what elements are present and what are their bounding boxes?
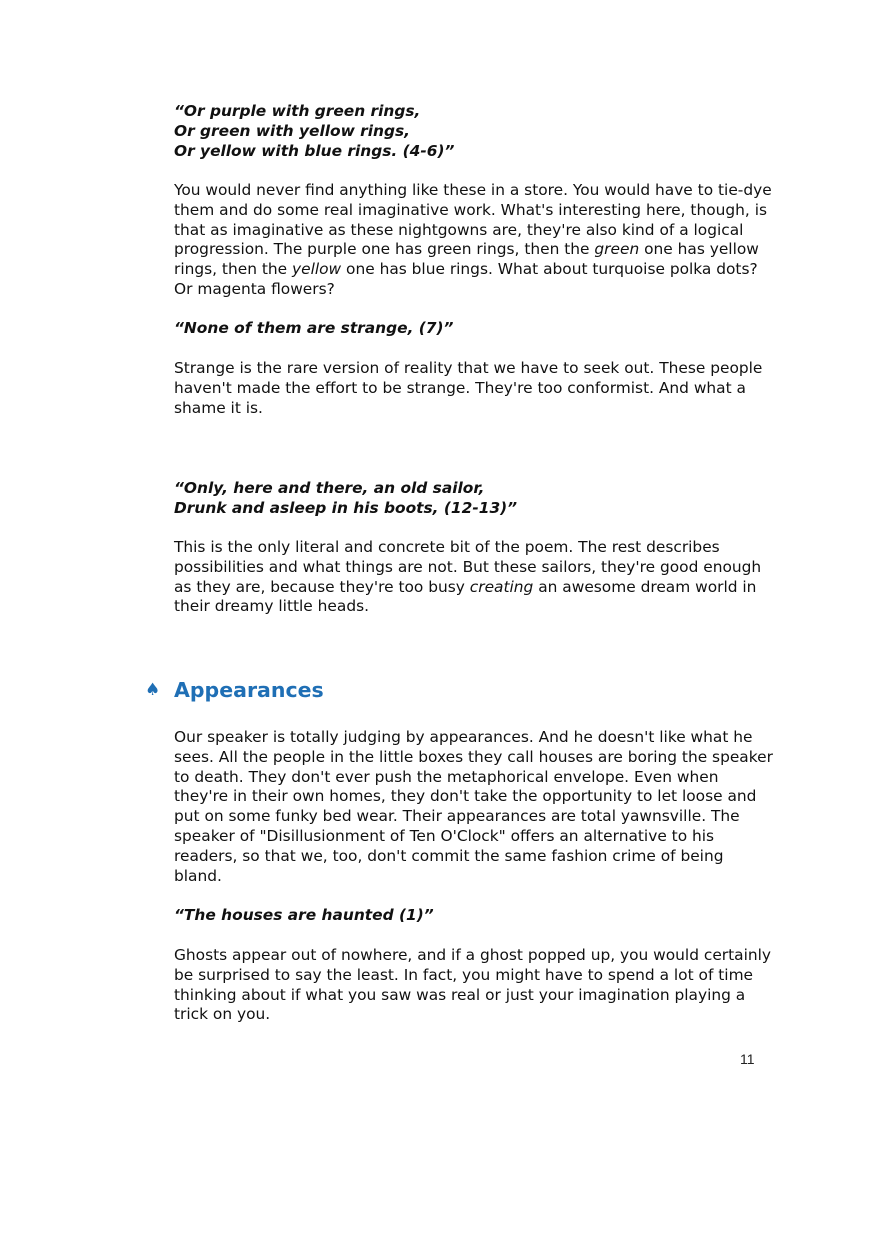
- paragraph-text: an awesome dream world in their dreamy little heads.: [174, 577, 757, 616]
- quote-line: “Only, here and there, an old sailor,: [174, 479, 485, 497]
- paragraph-text: one has yellow rings, then the: [174, 240, 759, 279]
- paragraph-sailors: [174, 538, 774, 617]
- quote-line: Drunk and asleep in his boots, (12-13)”: [174, 498, 518, 517]
- paragraph-ghosts: [174, 946, 774, 1025]
- paragraph-text: This is the only literal and concrete bit of the poem. The rest describes possibilities and what things are not. But these sailors, they're good enough as they are, because they're too busy: [174, 538, 762, 596]
- paragraph-nightgowns: [174, 181, 774, 300]
- page-number: 11: [740, 1051, 755, 1067]
- paragraph-text: Our speaker is totally judging by appearances. And he doesn't like what he sees. All the people in the little boxes they call houses are boring the speaker to death. They don't ever push the metaphorical envelope. Even when they're in their own homes, they don't take the opportunity to let loose and put on some funky bed wear. Their appearances are total yawnsville. The speaker of "Disillusionment of Ten O'Clock" offers an alternative to his readers, so that we, too, don't commit the same fashion crime of being bland.: [174, 728, 773, 885]
- paragraph-text: Ghosts appear out of nowhere, and if a ghost popped up, you would certainly be surprised to say the least. In fact, you might have to spend a lot of time thinking about if what you saw was real or just your imagination playing a trick on you.: [174, 946, 772, 1024]
- quote-line: “Or purple with green rings,: [174, 102, 421, 120]
- paragraph-italic: creating: [469, 577, 534, 596]
- paragraph-appearances: [174, 728, 774, 886]
- paragraph-italic: yellow: [292, 260, 342, 279]
- quote-line: Or green with yellow rings,: [174, 121, 411, 140]
- paragraph-text: Strange is the rare version of reality that we have to seek out. These people haven't made the effort to be strange. They're too conformist. And what a shame it is.: [174, 359, 763, 417]
- quote-houses-haunted: [174, 906, 774, 926]
- quote-line: “None of them are strange, (7)”: [174, 319, 454, 337]
- quote-none-strange: [174, 319, 774, 339]
- quote-nightgown-colors: [174, 102, 774, 161]
- quote-line: “The houses are haunted (1)”: [174, 906, 434, 924]
- section-heading-appearances: Appearances: [174, 678, 324, 702]
- paragraph-text: one has blue rings. What about turquoise polka dots? Or magenta flowers?: [174, 260, 758, 298]
- paragraph-strange: [174, 359, 774, 418]
- paragraph-italic: green: [594, 240, 640, 259]
- quote-line: Or yellow with blue rings. (4-6)”: [174, 141, 455, 160]
- paragraph-text: You would never find anything like these in a store. You would have to tie-dye them and do some real imaginative work. What's interesting here, though, is that as imaginative as these nightgowns are, they're also kind of a logical progression. The purple one has green rings, then the: [174, 181, 772, 259]
- spade-icon: ♠: [145, 680, 161, 700]
- quote-old-sailor: [174, 479, 774, 519]
